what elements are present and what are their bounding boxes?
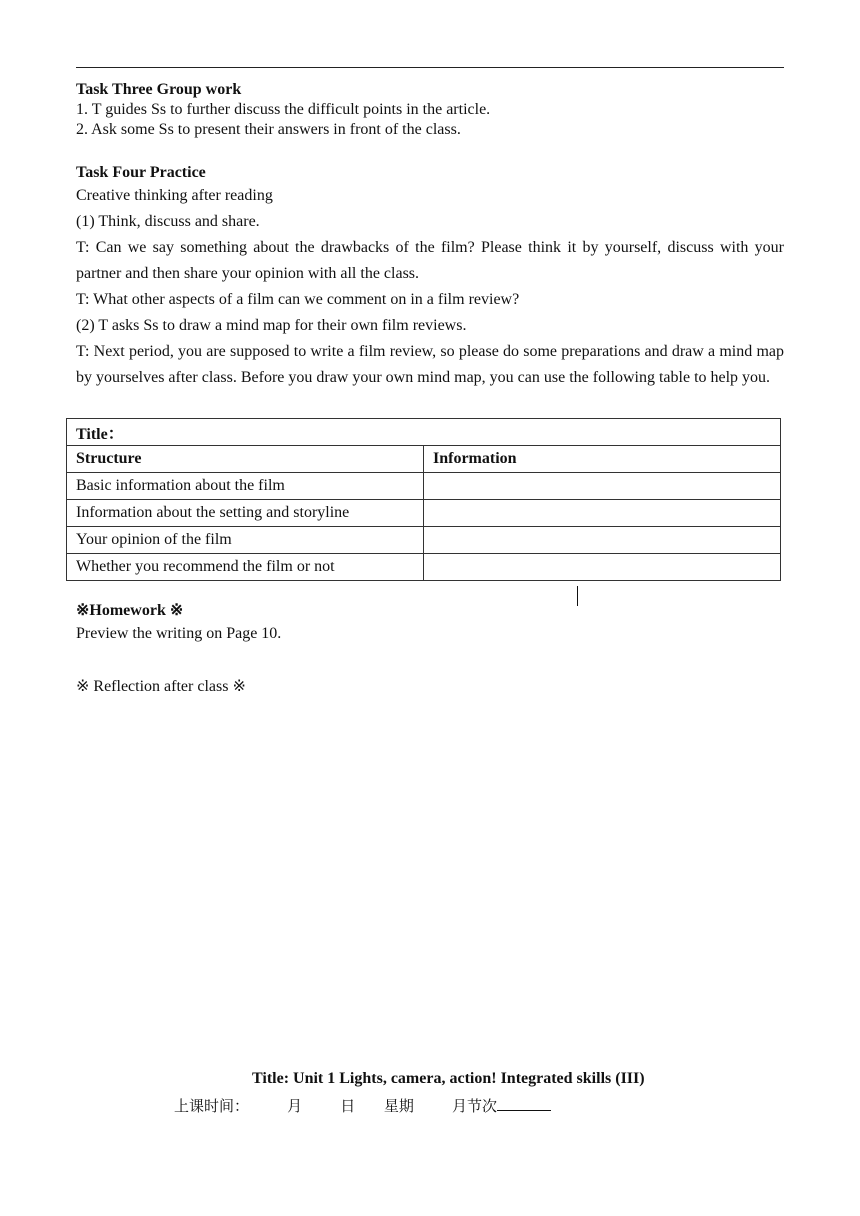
information-cell[interactable]: [424, 500, 781, 527]
reflection-section: [76, 677, 784, 697]
table-row: [67, 500, 781, 527]
table-title-cell: Title：: [67, 419, 781, 446]
information-cell[interactable]: [424, 473, 781, 500]
header-structure: Structure: [67, 446, 424, 473]
task-three-section: [76, 80, 784, 140]
task-four-question-2: T: What other aspects of a film can we comment on in a film review?: [76, 291, 520, 308]
task-four-step-2: (2) T asks Ss to draw a mind map for their own film reviews.: [76, 317, 467, 334]
reflection-heading: ※ Reflection after class ※: [76, 678, 246, 695]
task-four-step-1: (1) Think, discuss and share.: [76, 213, 260, 230]
table-header-row: [67, 446, 781, 473]
task-three-item-1: 1. T guides Ss to further discuss the difficult points in the article.: [76, 101, 491, 118]
schedule-blank[interactable]: [497, 1096, 551, 1111]
schedule-text: 上课时间： 月 日 星期 月节次: [174, 1097, 498, 1115]
task-three-heading: Task Three Group work: [76, 81, 242, 98]
homework-text: Preview the writing on Page 10.: [76, 625, 282, 642]
class-schedule: [174, 1095, 551, 1116]
information-cell[interactable]: [424, 554, 781, 581]
task-four-question-3: T: Next period, you are supposed to write a film review, so please do some preparations and draw a mind map by yourselves after class. Before you draw your own mind map, you can use the following table to help you.: [76, 343, 784, 386]
structure-cell: Whether you recommend the film or not: [67, 554, 424, 581]
table-row: [67, 554, 781, 581]
task-four-question-1: T: Can we say something about the drawbacks of the film? Please think it by yourself, discuss with your partner and then share your opinion with all the class.: [76, 239, 784, 282]
structure-cell: Information about the setting and storyline: [67, 500, 424, 527]
information-cell[interactable]: [424, 527, 781, 554]
lesson-title: Title: Unit 1 Lights, camera, action! Integrated skills (III): [252, 1070, 645, 1087]
structure-cell: Your opinion of the film: [67, 527, 424, 554]
table-row: [67, 527, 781, 554]
task-four-heading: Task Four Practice: [76, 164, 206, 181]
header-information: Information: [424, 446, 781, 473]
task-four-intro: Creative thinking after reading: [76, 187, 273, 204]
task-three-item-2: 2. Ask some Ss to present their answers in front of the class.: [76, 121, 461, 138]
table-row: [67, 473, 781, 500]
top-rule: [76, 67, 784, 68]
structure-cell: Basic information about the film: [67, 473, 424, 500]
homework-section: [76, 601, 784, 644]
homework-heading: ※Homework ※: [76, 602, 184, 619]
task-four-section: [76, 163, 784, 391]
table-title-row: [67, 419, 781, 446]
film-review-table: [66, 418, 781, 581]
